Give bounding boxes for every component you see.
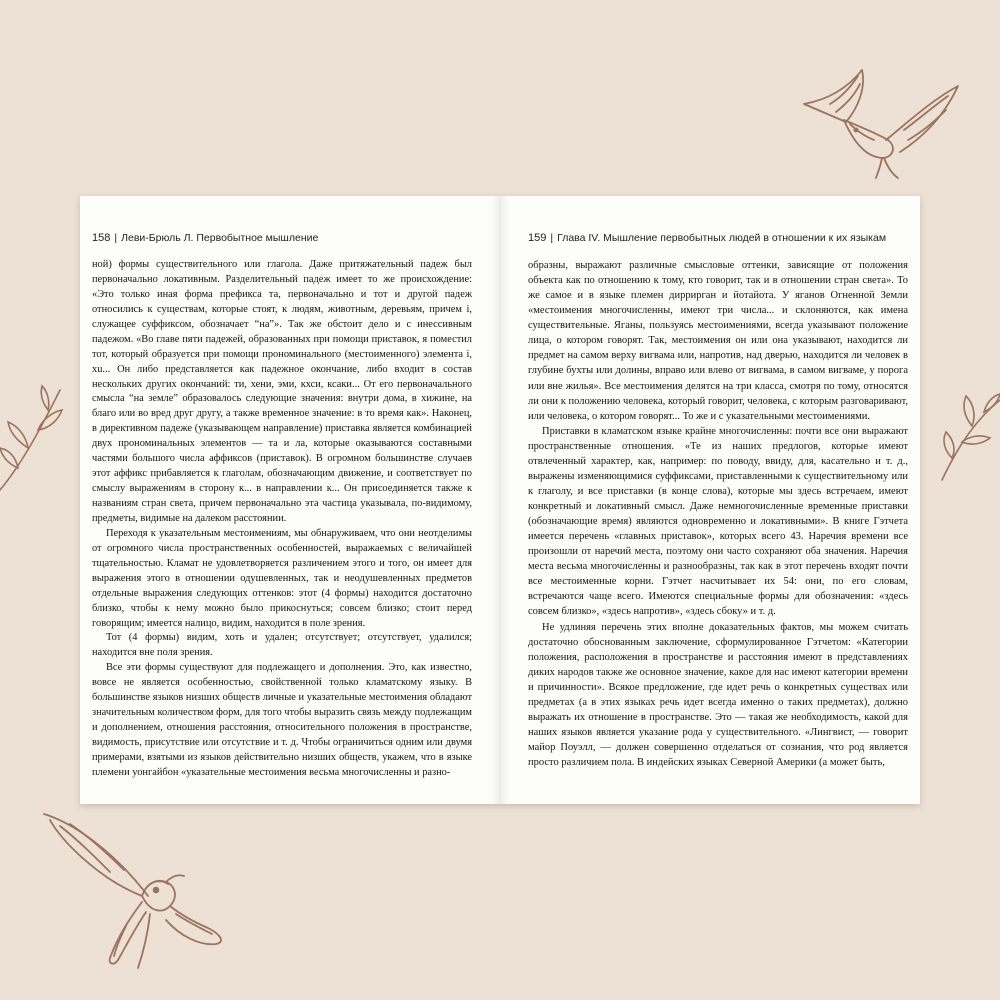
right-page-header <box>528 232 908 246</box>
branch-illustration-right <box>922 360 1000 500</box>
branch-illustration-left <box>0 370 72 510</box>
page-number-left: 158 <box>92 232 111 244</box>
paragraph: Тот (4 формы) видим, хоть и удален; отсутствует; отсутствует, удалился; находится вне поля зрения. <box>92 632 472 659</box>
paragraph: образны, выражают различные смысловые оттенки, зависящие от положения объекта как по отношению к тому, кто говорит, так и в отношении стран света». То же самое и в языке племен диррирган и йотайота. У яганов Огненной Земли «местоимения многочисленны, имеют три числа... и склоняются, как имена существительные. Яганы, пользуясь местоимениями, всегда указывают положение лица, о котором говорят. Так, местоимения он или она указывают, находится ли предмет на самом верху вигвама или, напротив, над дверью, находится ли человек в глубине бухты или долины, вправо или влево от вигвама, в самом вигваме, у порога или вне жилья». Все местоимения делятся на три класса, смотря по тому, относятся ли они к положению человека, который говорит, человека, с которым разговаривают, или человека, о котором говорят... То же и с указательными местоимениями. <box>528 260 908 422</box>
open-book <box>80 196 920 804</box>
left-page-header <box>92 232 472 246</box>
paragraph: Приставки в кламатском языке крайне многочисленны: почти все они выражают пространственные отношения. «Те из наших предлогов, которые имеют отвлеченный характер, как, например: по поводу, ввиду, для, касательно и т. д., выражены изменяющимися суффиксами, приставленными к существительному или к глаголу, и все приставки (в конце слова), которые мы здесь встречаем, имеют конкретный и локативный смысл. Даже немногочисленные временные приставки (обозначающие время) являются одновременно и локативными». В книге Гэтчета имеется перечень «главных приставок», которых всего 43. Наречия времени все произошли от наречий места, поэтому они часто сохраняют оба значения. Наречия места весьма многочисленны и разнообразны, так как в этот перечень входят почти все местоименные корни. Гэтчет насчитывает их 54: они, по его словам, встречаются чаще всего. Имеются специальные формы для обозначения: «здесь совсем близко», «здесь напротив», «здесь сбоку» и т. д. <box>528 425 908 618</box>
paragraph: Не удлиняя перечень этих вполне доказательных фактов, мы можем считать достаточно обоснованным заключение, сформулированное Гэтчетом: «Категории положения, расположения в пространстве и расстояния имеют в представлениях диких народов также же основное значение, какое для нас имеют категории времени и причинности». Всякое предложение, где идет речь о конкретных существах или предметах (а в этих языках речь идет всегда именно о таких предметах), должно выражать их отношение в пространстве. Это — такая же необходимость, какой для наших языков является указание рода у существительного. «Лингвист, — говорит майор Поуэлл, — должен совершенно отделаться от сознания, что род является просто различием пола. В индейских языках Северной Америки (а может быть, <box>528 621 908 769</box>
left-page <box>92 232 472 798</box>
left-page-text <box>92 258 472 781</box>
running-head-right: Глава IV. Мышление первобытных людей в отношении к их языкам <box>557 232 887 244</box>
swallow-illustration-bottom-left <box>30 802 230 972</box>
paragraph: Переходя к указательным местоимениям, мы обнаруживаем, что они неотделимы от огромного числа пространственных особенностей, выражаемых с величайшей тщательностью. Кламат не удовлетворяется различением этого и того, он имеет для выражения этого в отношении одушевленных, так и неодушевленных предметов отдельные выражения следующих оттенков: этот (4 формы) находится достаточно близко, чтобы к нему можно было прикоснуться; совсем близко; стоит перед говорящим; имеется налицо, видим, находится в поле зрения. <box>92 527 472 629</box>
header-separator: | <box>550 232 554 244</box>
right-page <box>528 232 908 798</box>
running-head-left: Леви-Брюль Л. Первобытное мышление <box>121 232 319 244</box>
header-separator: | <box>114 232 118 244</box>
paragraph: Все эти формы существуют для подлежащего и дополнения. Это, как известно, вовсе не является особенностью, свойственной только кламатскому языку. В большинстве языков низших обществ личные и указательные местоимения обладают значительным количеством форм, для того чтобы выразить связь между подлежащим и дополнением, отношения расстояния, относительного положения в пространстве, видимость, присутствие или отсутствие и т. д. Чтобы ограничиться одним или двумя примерами, взятыми из языков действительно низших обществ, укажем, что в языке племени уонгайбон «указательные местоимения весьма многочисленны и разно- <box>92 662 472 778</box>
paragraph: ной) формы существительного или глагола. Даже притяжательный падеж был первоначально локативным. Разделительный падеж имеет то же происхождение: «Это только иная форма префикса та, первоначально и тот и другой падеж относились к существам, которые стоят, к людям, животным, деревьям, причем i, служащее суффиксом, обозначает “на”». Так же обстоит дело и с инессивным падежом. «Во главе пяти падежей, образованных при помощи приставок, я поместил тот, который образуется при помощи прономинального (местоименного) элемента i, xu... Он либо представляется как падежное окончание, либо входит в состав нескольких других окончаний: ти, хени, эми, кхси, ксаки... От его первоначального смысла “на земле” образовалось следующие значения: внутри дома, в хижине, на благо или во вред друг другу, а также временное значение: в то время как». Наконец, в директивном падеже (указывающем направление) приставка является комбинацией двух прономинальных элементов — та и ла, которые оказываются составными частями большого числа аффиксов (приставок). В огромном большинстве случаев этот аффикс прибавляется к глаголам, обозначающим движение, и соответствует по смыслу выражениям в сторону к... в направлении к... Он присоединяется также к названиям стран света, причем первоначально эта частица указывала, по-видимому, предметы, видимые на далеком расстоянии. <box>92 259 472 524</box>
page-number-right: 159 <box>528 232 547 244</box>
right-page-text <box>528 258 908 770</box>
book-gutter <box>490 196 510 804</box>
swallow-illustration-top-right <box>796 60 966 180</box>
